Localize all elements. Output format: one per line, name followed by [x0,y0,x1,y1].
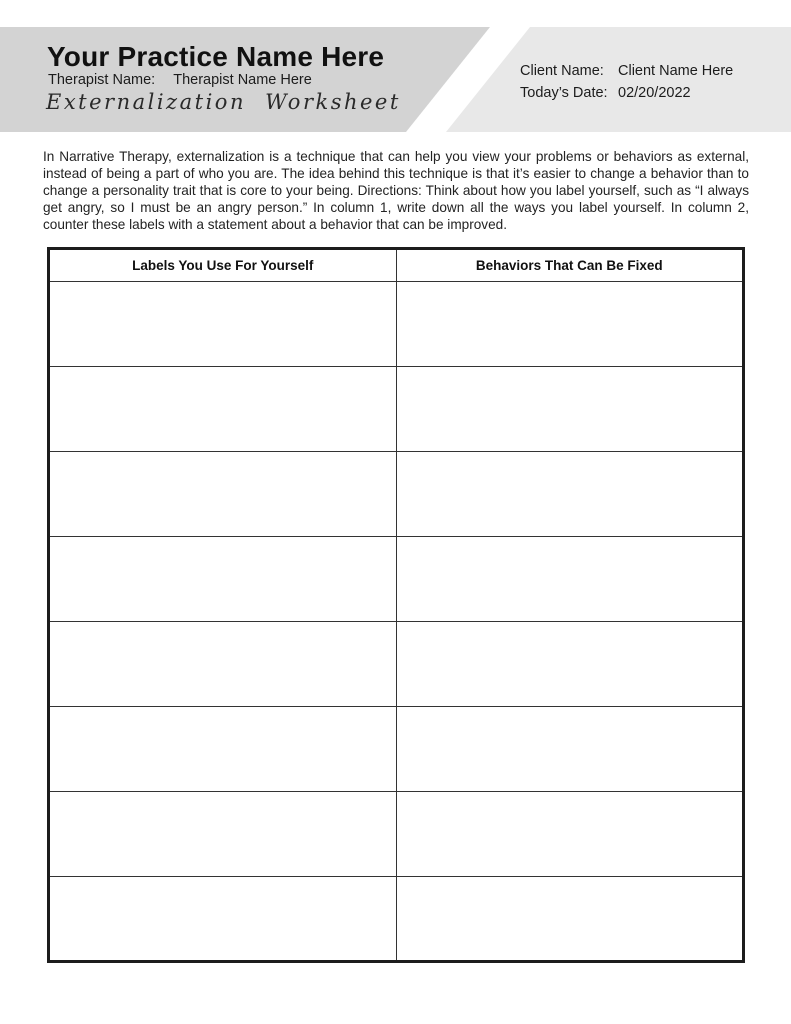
behaviors-cell-input[interactable] [396,452,744,537]
behaviors-cell-input[interactable] [396,792,744,877]
worksheet-table [47,247,745,963]
intro-paragraph: In Narrative Therapy, externalization is a technique that can help you view your problems or behaviors as external, instead of being a part of who you are. The idea behind this technique is that it’s easier to change a behavior than to change a personality trait that is core to your being. Directions: Think about how you label yourself, such as “I always get angry, so I must be an angry person.” In column 1, write down all the ways you label yourself. In column 2, counter these labels with a statement about a behavior that can be improved. [43,149,749,232]
labels-cell-input[interactable] [49,367,397,452]
client-name-row [520,63,733,79]
date-value: 02/20/2022 [618,85,691,101]
table-body [49,282,744,962]
client-name-label: Client Name: [520,63,604,79]
behaviors-cell-input[interactable] [396,282,744,367]
table-row [49,537,744,622]
table-row [49,282,744,367]
date-label: Today’s Date: [520,85,608,101]
labels-cell-input[interactable] [49,282,397,367]
labels-cell-input[interactable] [49,792,397,877]
behaviors-cell-input[interactable] [396,707,744,792]
client-info-block [520,63,733,107]
table-header-row [49,249,744,282]
table-row [49,452,744,537]
labels-cell-input[interactable] [49,452,397,537]
labels-cell-input[interactable] [49,537,397,622]
column-header-behaviors: Behaviors That Can Be Fixed [396,249,744,282]
table-header [49,249,744,282]
date-row [520,85,733,101]
table-row [49,707,744,792]
behaviors-cell-input[interactable] [396,367,744,452]
behaviors-cell-input[interactable] [396,622,744,707]
worksheet-title: Externalization Worksheet [46,90,401,114]
labels-cell-input[interactable] [49,707,397,792]
column-header-labels: Labels You Use For Yourself [49,249,397,282]
table-row [49,367,744,452]
therapist-name-row [48,72,312,88]
behaviors-cell-input[interactable] [396,877,744,962]
client-name-value: Client Name Here [618,63,734,79]
table-row [49,792,744,877]
therapist-name-label: Therapist Name: [48,72,156,88]
labels-cell-input[interactable] [49,877,397,962]
table-row [49,622,744,707]
practice-name: Your Practice Name Here [47,41,385,72]
behaviors-cell-input[interactable] [396,537,744,622]
labels-cell-input[interactable] [49,622,397,707]
table-row [49,877,744,962]
therapist-name-value: Therapist Name Here [173,72,312,88]
